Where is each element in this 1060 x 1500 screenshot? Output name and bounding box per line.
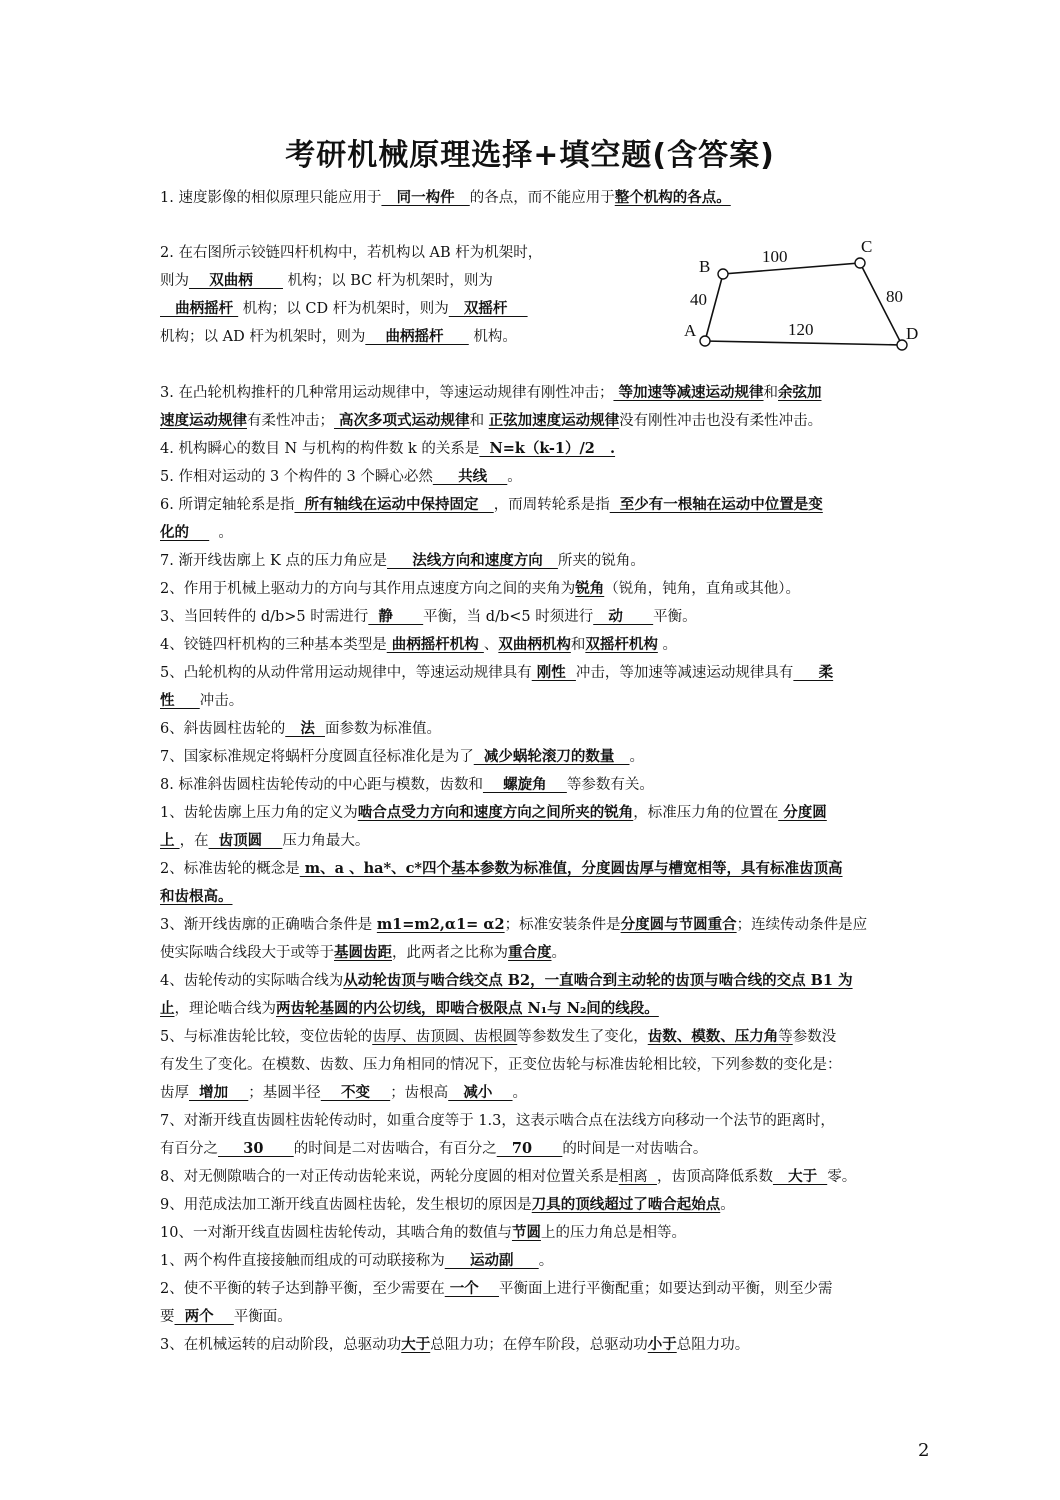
line-text: ；基圆半径 [248, 1085, 321, 1101]
joint-b [718, 269, 728, 279]
label-a: A [684, 321, 697, 340]
line-text: 则为 [160, 273, 189, 289]
label-b: B [699, 257, 711, 276]
line-text: 冲击，等加速等减速运动规律具有 [575, 665, 794, 681]
answer-blank: 速度运动规律 [160, 412, 247, 429]
text-line [160, 859, 843, 879]
line-text: 6. 所谓定轴轮系是指 [160, 497, 295, 513]
line-text: 5、与标准齿轮比较，变位齿轮的 [160, 1029, 373, 1045]
answer-blank: 曲柄摇杆 [365, 328, 469, 345]
answer-blank: 一个 [444, 1280, 499, 1297]
answer-blank: 啮合点受力方向和速度方向之间所夹的锐角 [357, 804, 634, 821]
answer-blank: 大于 [401, 1336, 431, 1353]
answer-blank: 双摇杆 [448, 300, 528, 317]
answer-blank: 同一构件 [381, 189, 470, 206]
text-line [160, 188, 731, 208]
line-text: 10、一对渐开线直齿圆柱齿轮传动，其啮合角的数值与 [160, 1225, 512, 1241]
answer-blank: 分度圆 [778, 804, 827, 821]
line-text: 和 [469, 413, 489, 429]
line-text: ，齿顶高降低系数 [656, 1169, 773, 1185]
line-text: 8、对无侧隙啮合的一对正传动齿轮来说，两轮分度圆的相对位置关系是 [160, 1169, 619, 1185]
line-text: 压力角最大。 [282, 833, 370, 849]
text-line [160, 803, 827, 823]
answer-blank: 法线方向和速度方向 [387, 552, 558, 569]
line-text: 有发生了变化。在模数、齿数、压力角相同的情况下，正变位齿轮与标准齿轮相比较，下列参数的变化是： [160, 1057, 842, 1073]
text-line [160, 663, 833, 683]
answer-blank: 从动轮齿顶与啮合线交点 B2，一直啮合到主动轮的齿顶与啮合线的交点 B1 为 [343, 972, 853, 989]
text-line [160, 691, 243, 711]
text-line [160, 1139, 707, 1159]
line-text: 上的压力角总是相等。 [540, 1225, 686, 1241]
answer-blank: 小于 [647, 1336, 677, 1353]
line-text: ，而周转轮系是指 [493, 497, 610, 513]
length-ad: 120 [788, 320, 814, 339]
text-line [160, 243, 542, 263]
answer-blank: 大于 [772, 1168, 828, 1185]
line-text: ，此两者之比称为 [392, 945, 508, 961]
underlined-text: 等 [778, 1029, 793, 1045]
answer-blank: 动 [593, 608, 654, 625]
length-cd: 80 [886, 287, 903, 306]
line-text: 有百分之 [160, 1141, 218, 1157]
line-text: 等参数发生了变化， [517, 1029, 648, 1045]
text-line [160, 915, 867, 935]
text-line [160, 1279, 832, 1299]
answer-blank: 共线 [432, 468, 508, 485]
text-line [160, 1335, 749, 1355]
answer-blank: 减少蜗轮滚刀的数量 [473, 748, 630, 765]
line-text: 7. 渐开线齿廓上 K 点的压力角应是 [160, 553, 387, 569]
line-text: 、 [483, 637, 499, 653]
answer-blank: 两个 [174, 1308, 234, 1325]
line-text: 要 [160, 1309, 175, 1325]
answer-blank: 基圆齿距 [334, 944, 392, 961]
underlined-text: 相离 [618, 1169, 657, 1185]
line-text: 机构；以 AD 杆为机架时，则为 [160, 329, 366, 345]
answer-blank: 柔 [793, 664, 834, 681]
line-text: ；标准安装条件是 [504, 917, 621, 933]
text-line [160, 495, 823, 515]
text-line [160, 551, 645, 571]
line-text: 的时间是一对齿啮合。 [562, 1141, 708, 1157]
answer-blank: 所有轴线在运动中保持固定 [294, 496, 494, 513]
line-text: 。 [720, 1197, 735, 1213]
line-text: 使实际啮合线段大于或等于 [160, 945, 334, 961]
text-line [160, 579, 800, 599]
line-text: 2. 在右图所示铰链四杆机构中，若机构以 AB 杆为机架时， [160, 245, 543, 261]
line-text: 3、在机械运转的启动阶段，总驱动功 [160, 1337, 402, 1353]
answer-blank: 不变 [320, 1084, 391, 1101]
line-text: 机构；以 CD 杆为机架时，则为 [238, 301, 449, 317]
line-text: 7、对渐开线直齿圆柱齿轮传动时，如重合度等于 1.3，这表示啮合点在法线方向移动一个法节的距离时， [160, 1113, 835, 1129]
text-line [160, 887, 233, 907]
line-text: 齿厚 [160, 1085, 189, 1101]
line-text: 。 [657, 637, 677, 653]
line-text: 。 [209, 525, 233, 541]
line-text: 。 [507, 469, 522, 485]
answer-blank: 双曲柄机构 [498, 636, 571, 653]
line-text: 总阻力功；在停车阶段，总驱动功 [430, 1337, 648, 1353]
line-text: 。 [512, 1085, 528, 1101]
answer-blank: m1=m2,α1= α2 [376, 916, 505, 933]
text-line [160, 439, 615, 459]
text-line [160, 1055, 842, 1075]
text-line [160, 1111, 835, 1131]
answer-blank: 至少有一根轴在运动中位置是变 [609, 496, 823, 513]
line-text: 机构。 [468, 329, 517, 345]
answer-blank: 正弦加速度运动规律 [488, 412, 620, 429]
line-text: 4、铰链四杆机构的三种基本类型是 [160, 637, 387, 653]
line-text: 的时间是二对齿啮合，有百分之 [293, 1141, 497, 1157]
line-text: 机构；以 BC 杆为机架时，则为 [282, 273, 493, 289]
answer-blank: 和齿根高。 [160, 888, 233, 905]
line-text: 1. 速度影像的相似原理只能应用于 [160, 190, 382, 206]
answer-blank: 齿数、模数、压力角 [647, 1028, 779, 1045]
text-line [160, 1307, 292, 1327]
joint-c [855, 258, 865, 268]
line-text: 7、国家标准规定将蜗杆分度圆直径标准化是为了 [160, 749, 474, 765]
text-line [160, 1167, 856, 1187]
line-text: 5. 作相对运动的 3 个构件的 3 个瞬心必然 [160, 469, 433, 485]
page-title: 考研机械原理选择+填空题(含答案) [285, 138, 775, 173]
text-line [160, 747, 644, 767]
line-text: 1、齿轮齿廓上压力角的定义为 [160, 805, 358, 821]
answer-blank: 法 [285, 720, 325, 737]
four-bar-linkage-diagram [680, 232, 920, 357]
line-text: 。 [551, 945, 566, 961]
answer-blank: 锐角 [575, 580, 605, 597]
line-text: 所夹的锐角。 [557, 553, 645, 569]
label-c: C [861, 237, 873, 256]
text-line [160, 411, 822, 431]
text-line [160, 635, 677, 655]
line-text: 参数没 [792, 1029, 837, 1045]
line-text: 5、凸轮机构的从动件常用运动规律中，等速运动规律具有 [160, 665, 532, 681]
line-text: ，标准压力角的位置在 [633, 805, 779, 821]
text-line [160, 327, 517, 347]
text-line [160, 999, 659, 1019]
page-number: 2 [918, 1440, 930, 1461]
answer-blank: 等加速等减速运动规律 [613, 384, 764, 401]
line-text: 6、斜齿圆柱齿轮的 [160, 721, 286, 737]
line-text: 冲击。 [199, 693, 244, 709]
answer-blank: 双曲柄 [189, 272, 283, 289]
line-text: 的各点，而不能应用于 [469, 190, 615, 206]
text-line [160, 971, 853, 991]
line-text: 4、齿轮传动的实际啮合线为 [160, 973, 344, 989]
line-text: 平衡面上进行平衡配重；如要达到动平衡，则至少需 [498, 1281, 833, 1297]
text-line [160, 775, 654, 795]
line-text: ；连续传动条件是应 [736, 917, 868, 933]
text-line [160, 719, 441, 739]
line-text: 平衡。 [653, 609, 697, 625]
answer-blank: 高次多项式运动规律 [334, 412, 470, 429]
length-ab: 40 [690, 290, 707, 309]
answer-blank: 运动副 [444, 1252, 539, 1269]
answer-blank: 螺旋角 [482, 776, 567, 793]
line-text: 有柔性冲击； [247, 413, 334, 429]
line-text: 面参数为标准值。 [324, 721, 441, 737]
line-text: 和 [763, 385, 779, 401]
answer-blank: 重合度 [508, 944, 552, 961]
answer-blank: 30 [218, 1140, 294, 1157]
line-text: 9、用范成法加工渐开线直齿圆柱齿轮，发生根切的原因是 [160, 1197, 532, 1213]
line-text: ；齿根高 [390, 1085, 449, 1101]
answer-blank: 节圆 [511, 1224, 541, 1241]
answer-blank: 减小 [448, 1084, 513, 1101]
line-text: （锐角，钝角，直角或其他）。 [604, 581, 800, 597]
answer-blank: 增加 [189, 1084, 249, 1101]
line-text: 4. 机构瞬心的数目 N 与机构的构件数 k 的关系是 [160, 441, 480, 457]
line-text: ，理论啮合线为 [174, 1001, 276, 1017]
answer-blank: 化的 [160, 524, 210, 541]
answer-blank: 刀具的顶线超过了啮合起始点 [531, 1196, 721, 1213]
line-text: 3. 在凸轮机构推杆的几种常用运动规律中，等速运动规律有刚性冲击； [160, 385, 614, 401]
answer-blank: 两齿轮基圆的内公切线，即啮合极限点 N₁与 N₂间的线段。 [276, 1000, 659, 1017]
answer-blank: 双摇杆机构 [585, 636, 658, 653]
line-text: 3、当回转件的 d/b>5 时需进行 [160, 609, 369, 625]
line-text: 1、两个构件直接接触而组成的可动联接称为 [160, 1253, 445, 1269]
line-text: 3、渐开线齿廓的正确啮合条件是 [160, 917, 377, 933]
line-text: 2、标准齿轮的概念是 [160, 861, 300, 877]
line-text: 总阻力功。 [676, 1337, 750, 1353]
text-line [160, 1027, 836, 1047]
answer-blank: 性 [160, 692, 200, 709]
line-text: 平衡面。 [233, 1309, 292, 1325]
answer-blank: 整个机构的各点。 [614, 189, 731, 206]
line-text: 。 [629, 749, 644, 765]
answer-blank: 齿顶圆 [208, 832, 283, 849]
answer-blank: 刚性 [531, 664, 576, 681]
text-line [160, 607, 697, 627]
line-text: 。 [538, 1253, 554, 1269]
text-line [160, 383, 822, 403]
text-line [160, 1083, 527, 1103]
answer-blank: 分度圆与节圆重合 [620, 916, 737, 933]
text-line [160, 271, 493, 291]
line-text: 8. 标准斜齿圆柱齿轮传动的中心距与模数，齿数和 [160, 777, 483, 793]
answer-blank: N=k（k-1）/2 . [479, 440, 616, 457]
answer-blank: 曲柄摇杆 [160, 300, 239, 317]
text-line [160, 1251, 553, 1271]
joint-a [700, 336, 710, 346]
line-text: 和 [570, 637, 586, 653]
length-bc: 100 [762, 247, 788, 266]
answer-blank: 上 [160, 832, 180, 849]
answer-blank: m、a 、ha*、c*四个基本参数为标准值，分度圆齿厚与槽宽相等，具有标准齿顶高 [299, 860, 843, 877]
answer-blank: 静 [368, 608, 424, 625]
line-text: 没有刚性冲击也没有柔性冲击。 [619, 413, 823, 429]
text-line [160, 299, 528, 319]
label-d: D [906, 324, 919, 343]
text-line [160, 831, 369, 851]
answer-blank: 曲柄摇杆机构 [386, 636, 484, 653]
line-text: 等参数有关。 [566, 777, 654, 793]
answer-blank: 余弦加 [778, 384, 822, 401]
text-line [160, 1195, 735, 1215]
line-text: ，在 [179, 833, 209, 849]
text-line [160, 1223, 686, 1243]
underlined-text: 齿厚、齿顶圆、齿根圆 [372, 1029, 518, 1045]
answer-blank: 70 [496, 1140, 563, 1157]
line-text: 零。 [827, 1169, 857, 1185]
line-text: 平衡，当 d/b<5 时须进行 [423, 609, 594, 625]
text-line [160, 467, 522, 487]
line-text: 2、使不平衡的转子达到静平衡，至少需要在 [160, 1281, 445, 1297]
text-line [160, 943, 566, 963]
line-text: 2、作用于机械上驱动力的方向与其作用点速度方向之间的夹角为 [160, 581, 576, 597]
text-line [160, 523, 233, 543]
answer-blank: 止 [160, 1000, 175, 1017]
